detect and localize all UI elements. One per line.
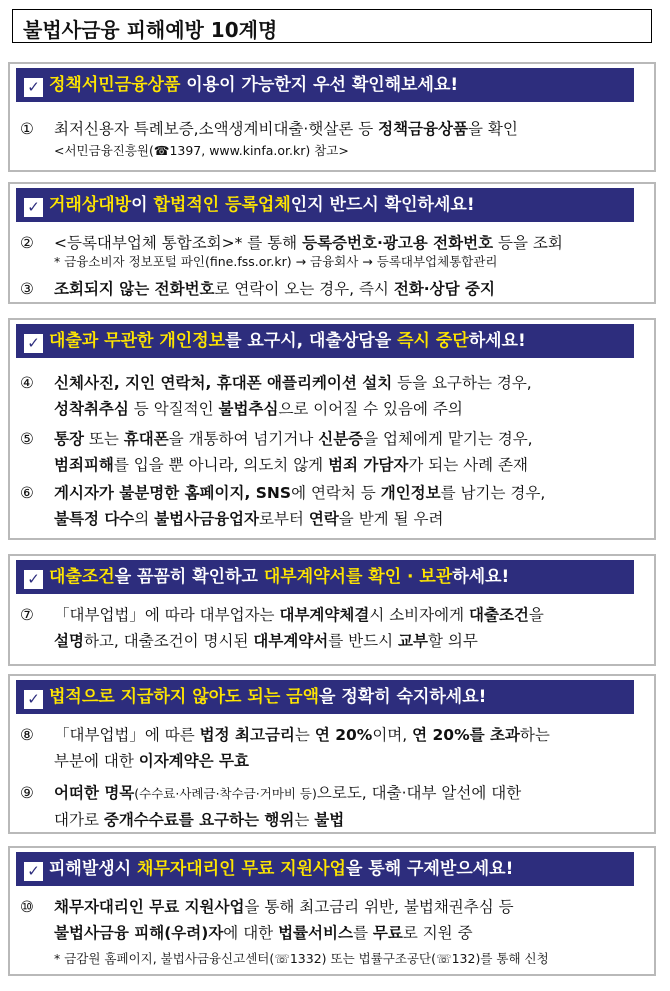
text-segment: (수수료·사례금·착수금·거마비 등) bbox=[134, 786, 317, 801]
section-3 bbox=[8, 318, 656, 540]
item-line bbox=[54, 480, 644, 506]
text-segment: 로 지원 중 bbox=[402, 924, 473, 942]
text-segment: 「대부업법」에 따라 대부업자는 bbox=[54, 606, 280, 624]
list-item bbox=[20, 116, 644, 142]
item-line bbox=[54, 276, 644, 302]
heading-text: 거래상대방 bbox=[49, 195, 132, 215]
section-2 bbox=[8, 182, 656, 304]
text-segment: 통장 bbox=[54, 430, 84, 448]
list-item bbox=[20, 722, 644, 774]
text-segment: 로 연락이 오는 경우, 즉시 bbox=[214, 280, 394, 298]
text-segment: 「대부업법」에 따른 bbox=[54, 726, 200, 744]
text-segment: 성착취추심 bbox=[54, 400, 129, 418]
heading-text: 을 정확히 숙지하세요! bbox=[319, 687, 487, 707]
text-segment: 대출조건 bbox=[469, 606, 529, 624]
heading-text: 이 bbox=[131, 195, 154, 215]
text-segment: 불법사금융업자 bbox=[154, 510, 259, 528]
text-segment: 연 20%를 초과 bbox=[412, 726, 520, 744]
item-number: ⑨ bbox=[20, 784, 34, 802]
text-segment: 정책금융상품 bbox=[378, 120, 468, 138]
text-segment: 하고, 대출조건이 명시된 bbox=[83, 632, 254, 650]
item-number: ⑤ bbox=[20, 430, 34, 448]
heading-text: 합법적인 등록업체 bbox=[153, 195, 291, 215]
heading-text: 대부계약서를 확인 · 보관 bbox=[263, 567, 453, 587]
text-segment: 대가로 bbox=[54, 811, 104, 829]
text-segment: 휴대폰 bbox=[123, 430, 169, 448]
item-line bbox=[54, 506, 644, 532]
checkbox-icon: ✓ bbox=[24, 78, 43, 97]
section-heading bbox=[16, 560, 634, 594]
text-segment: 에 연락처 등 bbox=[291, 484, 381, 502]
heading-text: 을 꼼꼼히 확인하고 bbox=[114, 567, 264, 587]
item-number: ④ bbox=[20, 374, 34, 392]
text-segment: 게시자가 불분명한 홈페이지, SNS bbox=[54, 484, 292, 502]
section-heading bbox=[16, 188, 634, 222]
heading-text: 채무자대리인 무료 지원사업 bbox=[137, 859, 346, 879]
item-text bbox=[54, 894, 644, 946]
text-segment: 를 남기는 경우, bbox=[440, 484, 546, 502]
list-item bbox=[20, 426, 644, 478]
heading-text: 하세요! bbox=[468, 331, 526, 351]
text-segment: 채무자대리인 무료 지원사업 bbox=[54, 898, 245, 916]
item-text bbox=[54, 276, 644, 302]
section-6 bbox=[8, 846, 656, 976]
item-line bbox=[54, 628, 644, 654]
item-line bbox=[54, 920, 644, 946]
text-segment: 등록증번호·광고용 전화번호 bbox=[302, 234, 494, 252]
heading-text: 인지 반드시 확인하세요! bbox=[290, 195, 475, 215]
text-segment: 대부계약체결 bbox=[279, 606, 370, 624]
list-item bbox=[20, 480, 644, 532]
item-line bbox=[54, 370, 644, 396]
text-segment: 불법사금융 피해(우려)자 bbox=[54, 924, 224, 942]
text-segment: 을 개통하여 넘기거나 bbox=[168, 430, 319, 448]
checkbox-icon: ✓ bbox=[24, 570, 43, 589]
item-line bbox=[54, 748, 644, 774]
text-segment: 신분증 bbox=[318, 430, 364, 448]
footnote: <서민금융진흥원(☎1397, www.kinfa.or.kr) 참고> bbox=[54, 143, 349, 158]
heading-text: 대출조건 bbox=[49, 567, 115, 587]
heading-text: 이용이 가능한지 우선 확인해보세요! bbox=[180, 75, 459, 95]
item-line bbox=[54, 722, 644, 748]
item-text bbox=[54, 116, 644, 142]
text-segment: 법정 최고금리 bbox=[199, 726, 295, 744]
item-line bbox=[54, 807, 644, 833]
text-segment: 법률서비스 bbox=[278, 924, 353, 942]
item-text bbox=[54, 780, 644, 833]
text-segment: 시 소비자에게 bbox=[369, 606, 470, 624]
text-segment: 신체사진, 지인 연락처, 휴대폰 애플리케이션 설치 bbox=[54, 374, 393, 392]
text-segment: 개인정보 bbox=[380, 484, 441, 502]
heading-text: 즉시 중단 bbox=[397, 331, 469, 351]
checkbox-icon: ✓ bbox=[24, 690, 43, 709]
text-segment: 가 되는 사례 존재 bbox=[408, 456, 528, 474]
text-segment: 무료 bbox=[372, 924, 403, 942]
text-segment: 어떠한 명목 bbox=[54, 784, 135, 802]
item-line bbox=[54, 602, 644, 628]
text-segment: 으로도, 대출·대부 알선에 대한 bbox=[316, 784, 522, 802]
text-segment: 중개수수료를 요구하는 행위 bbox=[103, 811, 295, 829]
text-segment: 하는 bbox=[519, 726, 550, 744]
list-item bbox=[20, 276, 644, 302]
heading-text: 를 요구시, 대출상담을 bbox=[225, 331, 398, 351]
text-segment: 연락 bbox=[308, 510, 339, 528]
footnote: * 금융소비자 정보포털 파인(fine.fss.or.kr) → 금융회사 → 등록대부업체통합관리 bbox=[54, 254, 498, 269]
text-segment: 범죄 가담자 bbox=[328, 456, 409, 474]
list-item bbox=[20, 780, 644, 832]
text-segment: 연 20% bbox=[314, 726, 373, 744]
text-segment: 이며, bbox=[372, 726, 413, 744]
text-segment: 불법 bbox=[314, 811, 345, 829]
section-heading bbox=[16, 324, 634, 358]
item-number: ⑩ bbox=[20, 898, 34, 916]
checkbox-icon: ✓ bbox=[24, 862, 43, 881]
text-segment: 로부터 bbox=[258, 510, 309, 528]
text-segment: 전화·상담 중지 bbox=[393, 280, 495, 298]
item-number: ③ bbox=[20, 280, 34, 298]
text-segment: <등록대부업체 통합조회>* 를 통해 bbox=[54, 234, 303, 252]
heading-text: 대출과 무관한 개인정보 bbox=[49, 331, 226, 351]
text-segment: 을 통해 최고금리 위반, 불법채권추심 등 bbox=[244, 898, 514, 916]
text-segment: 으로 이어질 수 있음에 주의 bbox=[278, 400, 463, 418]
text-segment: 설명 bbox=[54, 632, 84, 650]
text-segment: 범죄피해 bbox=[54, 456, 114, 474]
text-segment: 을 업체에게 맡기는 경우, bbox=[363, 430, 533, 448]
text-segment: 불특정 다수 bbox=[54, 510, 135, 528]
section-5 bbox=[8, 674, 656, 834]
checkbox-icon: ✓ bbox=[24, 334, 43, 353]
text-segment: 불법추심 bbox=[218, 400, 279, 418]
text-segment: 는 bbox=[294, 726, 315, 744]
text-segment: 등을 조회 bbox=[493, 234, 563, 252]
item-text bbox=[54, 602, 644, 654]
heading-text: 법적으로 지급하지 않아도 되는 금액 bbox=[49, 687, 320, 707]
section-heading bbox=[16, 680, 634, 714]
text-segment: 등 악질적인 bbox=[128, 400, 219, 418]
list-item bbox=[20, 894, 644, 946]
text-segment: 를 bbox=[352, 924, 373, 942]
heading-text: 피해발생시 bbox=[49, 859, 138, 879]
text-segment: 할 의무 bbox=[427, 632, 478, 650]
list-item bbox=[20, 370, 644, 422]
text-segment: 의 bbox=[134, 510, 155, 528]
item-number: ⑥ bbox=[20, 484, 34, 502]
list-item bbox=[20, 602, 644, 654]
item-text bbox=[54, 722, 644, 774]
text-segment: 을 확인 bbox=[467, 120, 518, 138]
heading-text: 을 통해 구제받으세요! bbox=[345, 859, 514, 879]
text-segment: 조회되지 않는 전화번호 bbox=[54, 280, 215, 298]
text-segment: 는 bbox=[294, 811, 315, 829]
text-segment: 에 대한 bbox=[223, 924, 279, 942]
page-title-box bbox=[12, 9, 652, 43]
item-line bbox=[54, 426, 644, 452]
item-line bbox=[54, 116, 644, 142]
heading-text: 하세요! bbox=[452, 567, 510, 587]
section-heading bbox=[16, 852, 634, 886]
text-segment: 이자계약은 무효 bbox=[138, 752, 249, 770]
text-segment: 을 bbox=[528, 606, 544, 624]
text-segment: 을 받게 될 우려 bbox=[338, 510, 444, 528]
section-1 bbox=[8, 62, 656, 172]
item-number: ① bbox=[20, 120, 34, 138]
page-title: 불법사금융 피해예방 10계명 bbox=[23, 18, 278, 42]
item-line bbox=[54, 894, 644, 920]
text-segment: 교부 bbox=[398, 632, 428, 650]
text-segment: 최저신용자 특례보증,소액생계비대출·햇살론 등 bbox=[54, 120, 379, 138]
item-line bbox=[54, 780, 644, 807]
item-number: ② bbox=[20, 234, 34, 252]
item-text bbox=[54, 426, 644, 478]
section-4 bbox=[8, 554, 656, 666]
text-segment: 또는 bbox=[83, 430, 124, 448]
text-segment: 부분에 대한 bbox=[54, 752, 139, 770]
footnote: * 금감원 홈페이지, 불법사금융신고센터(☏1332) 또는 법률구조공단(☏132)를 통해 신청 bbox=[54, 951, 549, 966]
item-line bbox=[54, 452, 644, 478]
heading-text: 정책서민금융상품 bbox=[49, 75, 181, 95]
item-number: ⑦ bbox=[20, 606, 34, 624]
text-segment: 대부계약서 bbox=[253, 632, 329, 650]
section-heading bbox=[16, 68, 634, 102]
text-segment: 등을 요구하는 경우, bbox=[392, 374, 532, 392]
item-text bbox=[54, 370, 644, 422]
text-segment: 를 입을 뿐 아니라, 의도치 않게 bbox=[113, 456, 329, 474]
text-segment: 를 반드시 bbox=[328, 632, 399, 650]
checkbox-icon: ✓ bbox=[24, 198, 43, 217]
item-line bbox=[54, 396, 644, 422]
item-text bbox=[54, 480, 644, 532]
item-number: ⑧ bbox=[20, 726, 34, 744]
